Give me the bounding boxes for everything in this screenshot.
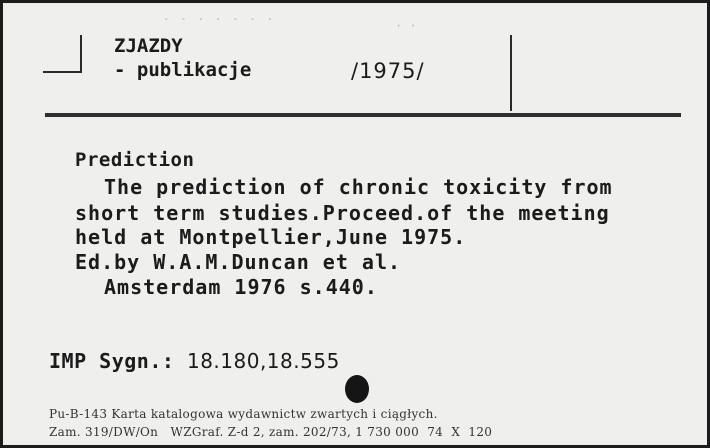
footer-form-title: Pu-B-143 Karta katalogowa wydawnictw zwartych i ciągłych. <box>49 407 438 421</box>
record-line: Ed.by W.A.M.Duncan et al. <box>75 250 402 274</box>
record-line: Amsterdam 1976 s.440. <box>104 275 378 299</box>
footer-print-info: Zam. 319/DW/On WZGraf. Z-d 2, zam. 202/73, 1 730 000 74 X 120 <box>49 425 493 439</box>
signature-row <box>49 351 340 371</box>
card-subcategory: - publikacje <box>114 59 252 81</box>
punch-hole <box>345 375 369 403</box>
corner-bracket-vertical <box>80 35 82 73</box>
signature-label: IMP Sygn.: <box>49 349 175 373</box>
header-divider-vertical <box>510 35 512 111</box>
record-line: short term studies.Proceed.of the meeting <box>75 201 610 225</box>
record-line: The prediction of chronic toxicity from <box>104 175 613 199</box>
signature-value: 18.180,18.555 <box>186 349 340 373</box>
header-divider-horizontal <box>45 113 681 117</box>
record-line: held at Montpellier,June 1975. <box>75 225 467 249</box>
faint-mark: · · <box>395 19 417 33</box>
record-heading: Prediction <box>75 149 195 171</box>
corner-bracket-horizontal <box>43 71 82 73</box>
faint-stamp-mark: · · · · · · · <box>163 13 276 26</box>
card-year: /1975/ <box>351 59 425 83</box>
card-category: ZJAZDY <box>114 35 183 57</box>
